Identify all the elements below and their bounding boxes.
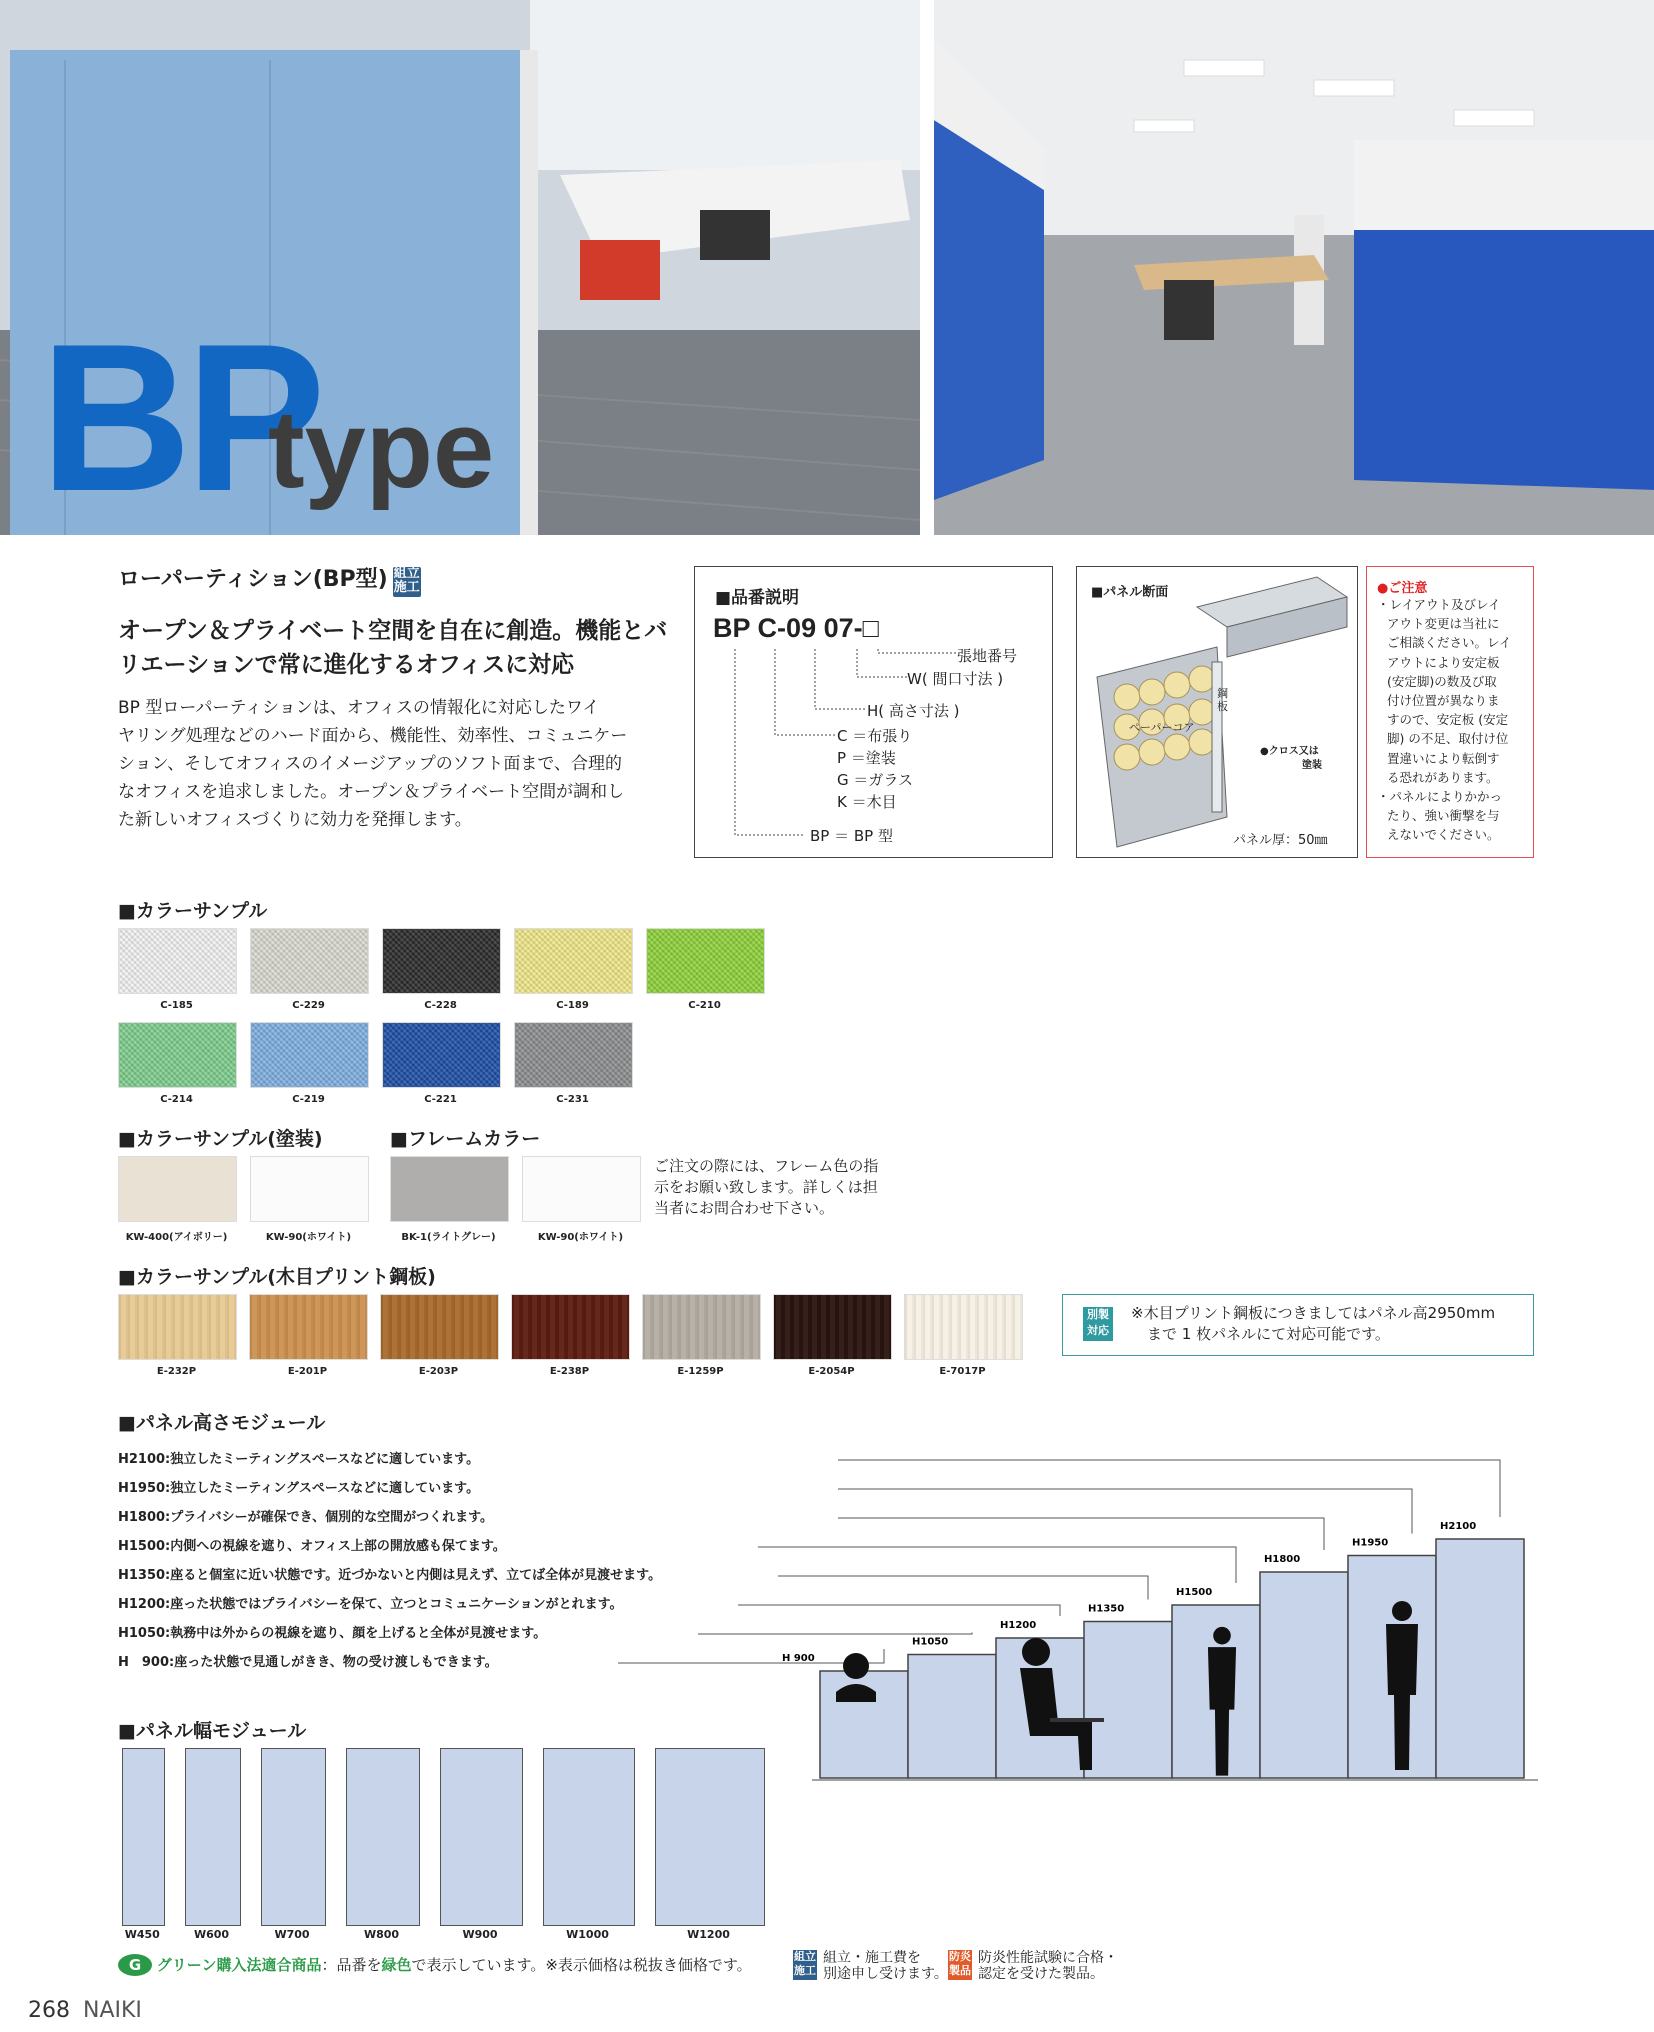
assembly-badge: 組立施工 bbox=[393, 565, 420, 595]
frame-color-heading: ■フレームカラー bbox=[390, 1128, 541, 1150]
intro-title-row bbox=[118, 562, 421, 597]
width-panel-label: W900 bbox=[462, 1928, 498, 1941]
note-line: 防炎性能試験に合格・ bbox=[978, 1950, 1118, 1966]
code-c: C bbox=[757, 613, 778, 643]
label-height: H( 高さ寸法 ) bbox=[867, 702, 960, 720]
swatch-label: E-1259P bbox=[677, 1366, 724, 1377]
color-wood-heading: ■カラーサンプル(木目プリント鋼板) bbox=[118, 1266, 436, 1288]
height-panel bbox=[908, 1655, 996, 1779]
note-line: 当者にお問合わせ下さい。 bbox=[654, 1199, 835, 1217]
caution-line: たり、強い衝撃を与 bbox=[1387, 808, 1500, 824]
color-swatch bbox=[382, 1022, 501, 1088]
caution-heading: ●ご注意 bbox=[1377, 581, 1428, 596]
width-panel-label: W600 bbox=[193, 1928, 230, 1941]
caution-line: (安定脚)の数及び取 bbox=[1387, 673, 1497, 689]
color-swatch bbox=[773, 1294, 892, 1360]
height-panel-label: H1800 bbox=[1264, 1554, 1301, 1565]
lead-line-1: オープン＆プライベート空間を自在に創造。機能とバ bbox=[118, 618, 668, 644]
code-bp: BP bbox=[713, 613, 751, 643]
code-dash: - bbox=[853, 613, 863, 643]
caution-line: ・レイアウト及びレイ bbox=[1377, 597, 1501, 612]
color-swatch bbox=[380, 1294, 499, 1360]
note-line: 組立・施工費を bbox=[823, 1950, 921, 1966]
color-cloth-heading: ■カラーサンプル bbox=[118, 900, 268, 922]
swatch-label: C-219 bbox=[292, 1094, 325, 1105]
color-swatch bbox=[514, 1022, 633, 1088]
width-panel bbox=[346, 1748, 420, 1926]
swatch-label: E-2054P bbox=[808, 1366, 855, 1377]
page-footer bbox=[28, 1998, 142, 2023]
swatch-label: C-185 bbox=[160, 1000, 193, 1011]
width-module-heading: ■パネル幅モジュール bbox=[118, 1720, 307, 1742]
part-number-heading: ■品番説明 bbox=[715, 588, 800, 608]
width-panel-label: W700 bbox=[274, 1928, 310, 1941]
label-paper-core: ペーパーコア bbox=[1129, 721, 1195, 734]
note-line: まで 1 枚パネルにて対応可能です。 bbox=[1147, 1325, 1390, 1343]
leader-line bbox=[698, 1633, 972, 1635]
height-description-line: H 900:座った状態で見通しがきき、物の受け渡しもできます。 bbox=[118, 1655, 498, 1670]
color-swatch bbox=[118, 1022, 237, 1088]
note-line: 認定を受けた製品。 bbox=[978, 1966, 1104, 1982]
color-swatch bbox=[904, 1294, 1023, 1360]
height-description-line: H1050:執務中は外からの視線を遮り、顔を上げると全体が見渡せます。 bbox=[118, 1626, 547, 1641]
product-title: ローパーティション(BP型) bbox=[118, 567, 388, 592]
fireproof-badge: 防炎製品 bbox=[948, 1950, 972, 1980]
width-panel-label: W1200 bbox=[687, 1928, 730, 1941]
code-box: □ bbox=[862, 613, 879, 643]
height-description-line: H1500:内側への視線を遮り、オフィス上部の開放感も保てます。 bbox=[118, 1539, 506, 1554]
color-swatch bbox=[250, 1022, 369, 1088]
body-line: ション、そしてオフィスのイメージアップのソフト面まで、合理的 bbox=[118, 754, 623, 774]
label-panel-thickness: パネル厚：50㎜ bbox=[1233, 833, 1328, 848]
frame-color-note bbox=[654, 1156, 878, 1219]
intro-lead bbox=[118, 614, 678, 682]
color-swatch bbox=[646, 928, 765, 994]
desk-icon bbox=[1050, 1718, 1104, 1722]
code-07: 07 bbox=[823, 613, 854, 643]
footer-note bbox=[118, 1954, 752, 1976]
leader-line bbox=[738, 1605, 1060, 1616]
green-purchase-label: グリーン購入法適合商品 bbox=[156, 1956, 322, 1974]
standing-man-icon bbox=[1392, 1601, 1412, 1621]
color-swatch bbox=[250, 928, 369, 994]
swatch-label: KW-400(アイボリー) bbox=[125, 1232, 228, 1243]
height-panel-label: H1200 bbox=[1000, 1620, 1037, 1631]
label-fabric-number: 張地番号 bbox=[957, 647, 1018, 665]
caution-text bbox=[1377, 595, 1527, 845]
finish-glass: G ＝ガラス bbox=[837, 771, 913, 789]
footer-text: で表示しています。※表示価格は税抜き価格です。 bbox=[411, 1956, 752, 1974]
color-swatch bbox=[522, 1156, 641, 1222]
label-cloth-or: ●クロス又は bbox=[1260, 746, 1319, 757]
assembly-badge-small: 組立施工 bbox=[793, 1950, 817, 1980]
special-order-badge: 別製対応 bbox=[1083, 1307, 1113, 1341]
fireproof-note bbox=[978, 1950, 1118, 1982]
height-panel-label: H1950 bbox=[1352, 1537, 1389, 1549]
height-panel bbox=[1436, 1539, 1524, 1778]
height-panel bbox=[1084, 1622, 1172, 1779]
height-description-line: H1200:座った状態ではプライバシーを保て、立つとコミュニケーションがとれます。 bbox=[118, 1597, 623, 1612]
color-swatch bbox=[118, 1156, 237, 1222]
swatch-label: E-232P bbox=[156, 1366, 197, 1377]
caution-line: えないでください。 bbox=[1387, 827, 1500, 843]
width-panel bbox=[543, 1748, 635, 1926]
width-panel bbox=[185, 1748, 241, 1926]
color-swatch bbox=[118, 1294, 237, 1360]
caution-box bbox=[1366, 566, 1534, 858]
green-word: 緑色 bbox=[381, 1956, 412, 1974]
caution-line: 脚) の不足、取付け位 bbox=[1387, 731, 1509, 747]
special-order-note bbox=[1131, 1303, 1495, 1345]
height-panel-label: H1500 bbox=[1176, 1587, 1213, 1598]
label-finish-list bbox=[837, 725, 913, 813]
color-swatch bbox=[249, 1294, 368, 1360]
height-panel-label: H1050 bbox=[912, 1636, 949, 1648]
footer-text: ：品番を bbox=[321, 1956, 382, 1974]
page-number: 268 bbox=[28, 1998, 70, 2023]
label-paint: 塗装 bbox=[1302, 760, 1322, 771]
width-panel bbox=[261, 1748, 326, 1926]
caution-line: ご相談ください。レイ bbox=[1387, 635, 1512, 651]
caution-line: アウト変更は当社に bbox=[1387, 616, 1500, 632]
caution-line: アウトにより安定板 bbox=[1387, 654, 1500, 670]
color-swatch bbox=[390, 1156, 509, 1222]
leader-line bbox=[758, 1547, 1236, 1583]
color-swatch bbox=[118, 928, 237, 994]
body-line: ヤリング処理などのハード面から、機能性、効率性、コミュニケー bbox=[118, 726, 628, 746]
lead-line-2: リエーションで常に進化するオフィスに対応 bbox=[118, 652, 575, 678]
swatch-label: E-7017P bbox=[939, 1366, 986, 1377]
body-line: なオフィスを追求しました。オープン＆プライベート空間が調和し bbox=[118, 782, 625, 802]
code-09: 09 bbox=[786, 613, 817, 643]
swatch-label: C-189 bbox=[556, 1000, 589, 1011]
body-line: BP 型ローパーティションは、オフィスの情報化に対応したワイ bbox=[118, 698, 600, 718]
color-swatch bbox=[250, 1156, 369, 1222]
hero-photo-right bbox=[934, 0, 1654, 535]
swatch-label: E-203P bbox=[418, 1366, 459, 1377]
note-line: 示をお願い致します。詳しくは担 bbox=[654, 1178, 878, 1196]
height-description-line: H2100:独立したミーティングスペースなどに適しています。 bbox=[118, 1452, 480, 1467]
width-panel bbox=[655, 1748, 765, 1926]
color-swatch bbox=[514, 928, 633, 994]
swatch-label: KW-90(ホワイト) bbox=[537, 1232, 624, 1243]
swatch-label: C-231 bbox=[556, 1094, 589, 1105]
label-steel: 鋼板 bbox=[1217, 687, 1228, 713]
swatch-label: E-201P bbox=[287, 1366, 328, 1377]
hero-type-text: type bbox=[268, 388, 495, 511]
swatch-label: E-238P bbox=[549, 1366, 590, 1377]
leader-line bbox=[838, 1518, 1324, 1550]
body-line: た新しいオフィスづくりに効力を発揮します。 bbox=[118, 810, 472, 830]
swatch-label: C-210 bbox=[688, 1000, 721, 1011]
swatch-label: BK-1(ライトグレー) bbox=[401, 1232, 496, 1243]
note-line: ※木目プリント鋼板につきましてはパネル高2950mm bbox=[1131, 1304, 1496, 1322]
brand-name: NAIKI bbox=[83, 1998, 142, 2023]
width-panel-label: W1000 bbox=[566, 1928, 609, 1941]
caution-line: ・パネルによりかかっ bbox=[1377, 789, 1503, 805]
seated-man-icon bbox=[1022, 1638, 1050, 1666]
label-bp-type: BP ＝ BP 型 bbox=[810, 827, 893, 845]
color-swatch bbox=[382, 928, 501, 994]
office-photo-right bbox=[934, 0, 1654, 535]
height-description-line: H1950:独立したミーティングスペースなどに適しています。 bbox=[118, 1481, 480, 1496]
label-width: W( 間口寸法 ) bbox=[907, 670, 1004, 688]
width-panel-label: W800 bbox=[363, 1928, 400, 1941]
swatch-label: C-214 bbox=[160, 1094, 193, 1105]
swatch-label: KW-90(ホワイト) bbox=[265, 1232, 352, 1243]
code-dash: - bbox=[777, 613, 787, 643]
panel-section-box bbox=[1076, 566, 1358, 858]
height-module-diagram bbox=[0, 1440, 1654, 1800]
caution-line: すので、安定板 (安定 bbox=[1387, 712, 1509, 728]
height-panel-label: H1350 bbox=[1088, 1603, 1125, 1615]
color-paint-heading: ■カラーサンプル(塗装) bbox=[118, 1128, 323, 1150]
seated-woman-icon bbox=[843, 1653, 869, 1679]
green-purchase-icon: G bbox=[118, 1954, 152, 1976]
color-swatch bbox=[642, 1294, 761, 1360]
swatch-label: C-229 bbox=[292, 1000, 325, 1011]
caution-line: 置違いにより転倒す bbox=[1387, 750, 1500, 766]
swatch-label: C-228 bbox=[424, 1000, 457, 1011]
note-line: ご注文の際には、フレーム色の指 bbox=[654, 1157, 879, 1175]
swatch-label: C-221 bbox=[424, 1094, 457, 1105]
special-order-box bbox=[1062, 1294, 1534, 1356]
finish-wood: K ＝木目 bbox=[837, 793, 897, 811]
part-number-box bbox=[694, 566, 1053, 858]
width-panel bbox=[440, 1748, 523, 1926]
width-panel-label: W450 bbox=[124, 1928, 160, 1941]
height-panel-label: H2100 bbox=[1440, 1521, 1477, 1532]
height-panel bbox=[1260, 1572, 1348, 1778]
hero-bp-text: BP bbox=[40, 300, 320, 535]
height-panel-label: H 900 bbox=[782, 1653, 815, 1664]
assembly-note bbox=[823, 1950, 948, 1982]
caution-line: 付け位置が異なりま bbox=[1387, 693, 1500, 709]
height-description-line: H1800:プライバシーが確保でき、個別的な空間がつくれます。 bbox=[118, 1510, 494, 1525]
intro-body bbox=[118, 694, 678, 834]
leader-line bbox=[778, 1576, 1148, 1600]
width-panel bbox=[122, 1748, 165, 1926]
note-line: 別途申し受けます。 bbox=[823, 1966, 948, 1982]
caution-line: る恐れがあります。 bbox=[1387, 769, 1499, 785]
leader-line bbox=[838, 1489, 1412, 1534]
height-module-heading: ■パネル高さモジュール bbox=[118, 1412, 326, 1434]
color-swatch bbox=[511, 1294, 630, 1360]
standing-woman-icon bbox=[1213, 1627, 1231, 1645]
finish-cloth: C ＝布張り bbox=[837, 727, 913, 745]
finish-paint: P ＝塗装 bbox=[837, 749, 896, 767]
section-heading: ■パネル断面 bbox=[1091, 585, 1169, 600]
height-description-line: H1350:座ると個室に近い状態です。近づかないと内側は見えず、立てば全体が見渡せます。 bbox=[118, 1568, 662, 1583]
